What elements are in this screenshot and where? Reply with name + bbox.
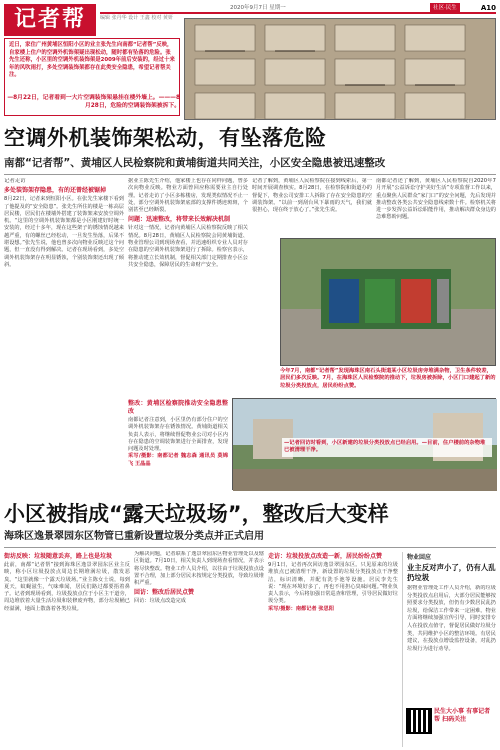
- masthead-logo: 记者帮: [4, 4, 96, 36]
- lead-text: 近日，家住广州黄埔区恒阳小区的业主张先生向南都“记者帮”反映，自家楼上住户的空调外机饰架疑出现松动，随时都有坠落的危险。张先生还称，小区里的空调外机装饰架是2009年前后安装的，经过十来年的风吹雨打，多处空调装饰架都存在此类安全隐患，希望记者帮关注。: [9, 42, 175, 79]
- photo2-caption: 今年7月，南都“记者帮”发现海珠区南石头街道某小区垃圾房旁堆满杂物，卫生条件较差，居民们多次反映。7月，在海珠区人民检察院的推动下，垃圾房被拆除，小区门口建起了新的垃圾分类投放点，居民纷纷点赞。: [280, 368, 496, 389]
- sidebar-tag: 物业回应: [407, 554, 432, 561]
- column-subhead: 整改：黄埔区检察院推动安全隐患整改: [128, 400, 228, 415]
- column-text: 记者了解到，黄埔区人民检察院在接到线索后，第一时间开展调查核实。8月28日，在检察院和街道办的督促下，物业公司安排工人拆除了存在安全隐患的空调装饰架。“以前一到刮台风下暴雨的天气，我们就很担心，现在终于放心了。”张先生说。: [252, 178, 372, 214]
- photo1-caption: —8月22日，记者看到一大片空调装饰架悬挂在楼外墙上。———8月28日，危险的空调装饰架被拆下。: [7, 95, 180, 109]
- column-subhead: 多处装饰架存隐患，有的还曾经被锯掉: [4, 187, 107, 195]
- story2-column-3: [268, 551, 398, 747]
- story1-column-3b: [128, 398, 228, 494]
- qr-code-icon[interactable]: [406, 708, 432, 734]
- column-subhead: 走访：垃圾投放点改造一新，居民纷纷点赞: [268, 553, 383, 560]
- headline-1: 空调外机装饰架松动，有坠落危险: [4, 126, 327, 150]
- story1-column-1: [4, 178, 124, 494]
- qr-caption: 民生大小事 有事记者帮 扫码关注: [434, 708, 491, 723]
- column-text: 据业主陈先生介绍，他家楼上也存在同样问题，曾多次向物业反映。物业方面曾回应称需要业主自行处理。记者走访了小区多栋楼房，发现类似情况不止一处，部分空调外机装饰架底部的支撑件锈迹斑斑，个别甚至已经断裂。: [128, 178, 248, 214]
- divider: [4, 547, 496, 548]
- story1-column-3: [252, 178, 372, 236]
- column-subhead: 街坊反映：垃圾随意丢弃，路上也是垃圾: [4, 553, 113, 560]
- column-text: 此前，南都“记者帮”接到海珠区逸景翠园东区业主反映，称小区垃圾投放点周边长期堆满垃圾，散发恶臭。“这里就像一个露天垃圾场。”业主陈女士说，每到夏天，蚊蝇滋生，气味难闻，居民们路过都要捂着鼻子。记者到现场看到，垃圾投放点位于小区主干道旁，周边堆放着大量生活垃圾和装修废弃物，部分垃圾桶已经溢满，地面上散落着各类垃圾。: [4, 562, 130, 612]
- sidebar-title: 业主反对声小了，仍有人乱扔垃圾: [407, 563, 496, 582]
- subhead-1: 南都“记者帮”、黄埔区人民检察院和黄埔街道共同关注，小区安全隐患被迅速整改: [4, 157, 386, 169]
- byline: 采写/摄影：南都记者 魏志森 通讯员 莫锦飞 王晶晶: [128, 453, 228, 467]
- column-kicker: 回访：垃圾点改造完成: [134, 598, 186, 605]
- column-subhead: 回访：整改后居民点赞: [134, 589, 195, 597]
- divider: [4, 174, 496, 175]
- story1-column-4: [376, 178, 496, 236]
- column-subhead: 问题：迅速整改，将带来长效解决机制: [128, 216, 231, 224]
- story2-column-2: [134, 551, 264, 747]
- column-text: 为解决问题，记者联系了逸景翠园东区物业管理处以及辖区街道。7月10日，相关负责人到现场查看情况，并表示将尽快整改。物业工作人员介绍，以往由于垃圾投放点设置不合理，加上部分居民未按规定分类投放，导致垃圾堆积严重。: [134, 551, 264, 587]
- column-text: 针对这一情况，记者向黄埔区人民检察院反映了相关情况。8月28日，黄埔区人民检察院会同黄埔街道、物业管理公司到现场查看，并迅速组织专业人员对存在隐患的空调外机装饰架进行了拆除。检察官表示，将推动建立长效机制，督促相关部门定期排查小区公共安全隐患，保障居民的生命财产安全。: [128, 225, 248, 268]
- subhead-2: 海珠区逸景翠园东区物管已重新设置垃圾分类点并正式启用: [4, 531, 264, 542]
- column-text: 南都记者注意到，小区里仍有部分住户的空调外机装饰架存在锈蚀情况。黄埔街道相关负责人表示，将继续督促物业公司对小区内存在隐患的空调装饰架进行全面排查，发现问题及时处理。: [128, 417, 228, 453]
- photo3-caption: —记者回访时看到，小区新建的垃圾分类投放点已经启用。—目前，住户楼前的杂物堆已被清理干净。: [282, 438, 492, 457]
- issue-date: 2020年9月7日 星期一: [230, 5, 286, 11]
- editor-credits: 编辑 张丹华 设计 王鑫 校对 黄妍: [100, 15, 173, 21]
- page-number: A10: [480, 4, 496, 12]
- sidebar-text: 据物业管理处工作人员介绍，新的垃圾分类投放点启用后，大部分居民能够按照要求分类投放，但仍有少数居民乱扔垃圾，给保洁工作带来一定困难。物业方面将继续加强宣传引导，同时安排专人在投放点值守，督促居民做好垃圾分类，共同维护小区的整洁环境。有居民建议，在投放点增设监控设备，对乱扔垃圾行为进行劝导。: [407, 585, 496, 652]
- page-header-bar: [100, 3, 496, 14]
- section-badge: 社区·民生: [430, 3, 460, 13]
- byline: 采写/摄影：南都记者 张思阳: [268, 605, 334, 612]
- garbage-point-illustration: [281, 239, 496, 366]
- building-photo: [184, 18, 496, 120]
- column-text: 南都记者还了解到，黄埔区人民检察院自2020年7月开展“公益诉讼守护美好生活”专项监督工作以来，重点聚焦人民群众“家门口”的安全问题，先后发现并推动整改各类公共安全隐患线索数十件。检察机关将进一步发挥公益诉讼职能作用，推动解决群众身边的急难愁盼问题。: [376, 178, 496, 221]
- garbage-point-photo: [280, 238, 496, 366]
- story1-column-2: [128, 178, 248, 396]
- story2-column-1: [4, 551, 130, 747]
- building-photo-illustration: [185, 19, 496, 120]
- column-text: 8月22日，记者来到恒阳小区。在张先生家楼下看到了他提及的“安全隐患”。张先生所住的楼是一栋高层居民楼，居民们在楼墙外搭建了装饰架来安放空调外机。“这里的空调外机装饰架都是小区刚建好时统一安装的，经过十多年，现在这些架子的锈蚀情况越来越严重，有的螺丝已经松动，一旦发生坠落，后果不堪设想。”张先生说，他也曾多次向物业反映过这个问题，但一直没有得到解决。记者在现场看到，多处空调外机装饰架存在明显锈蚀，个别装饰架还出现了倾斜。: [4, 196, 124, 268]
- column-kicker: 记者走访: [4, 178, 26, 184]
- column-text: 9月1日，记者再次回访逸景翠园东区。只见原来的垃圾堆放点已被清理干净，新设置的垃圾分类投放点干净整洁，标识清晰，并配有洗手池等设施。居民李先生说：“现在环境好多了，再也不用担心臭味问题。”物业负责人表示，今后将加强日常巡查和管理，引导居民做好垃圾分类。: [268, 562, 398, 605]
- headline-2: 小区被指成“露天垃圾场”，整改后大变样: [4, 502, 389, 526]
